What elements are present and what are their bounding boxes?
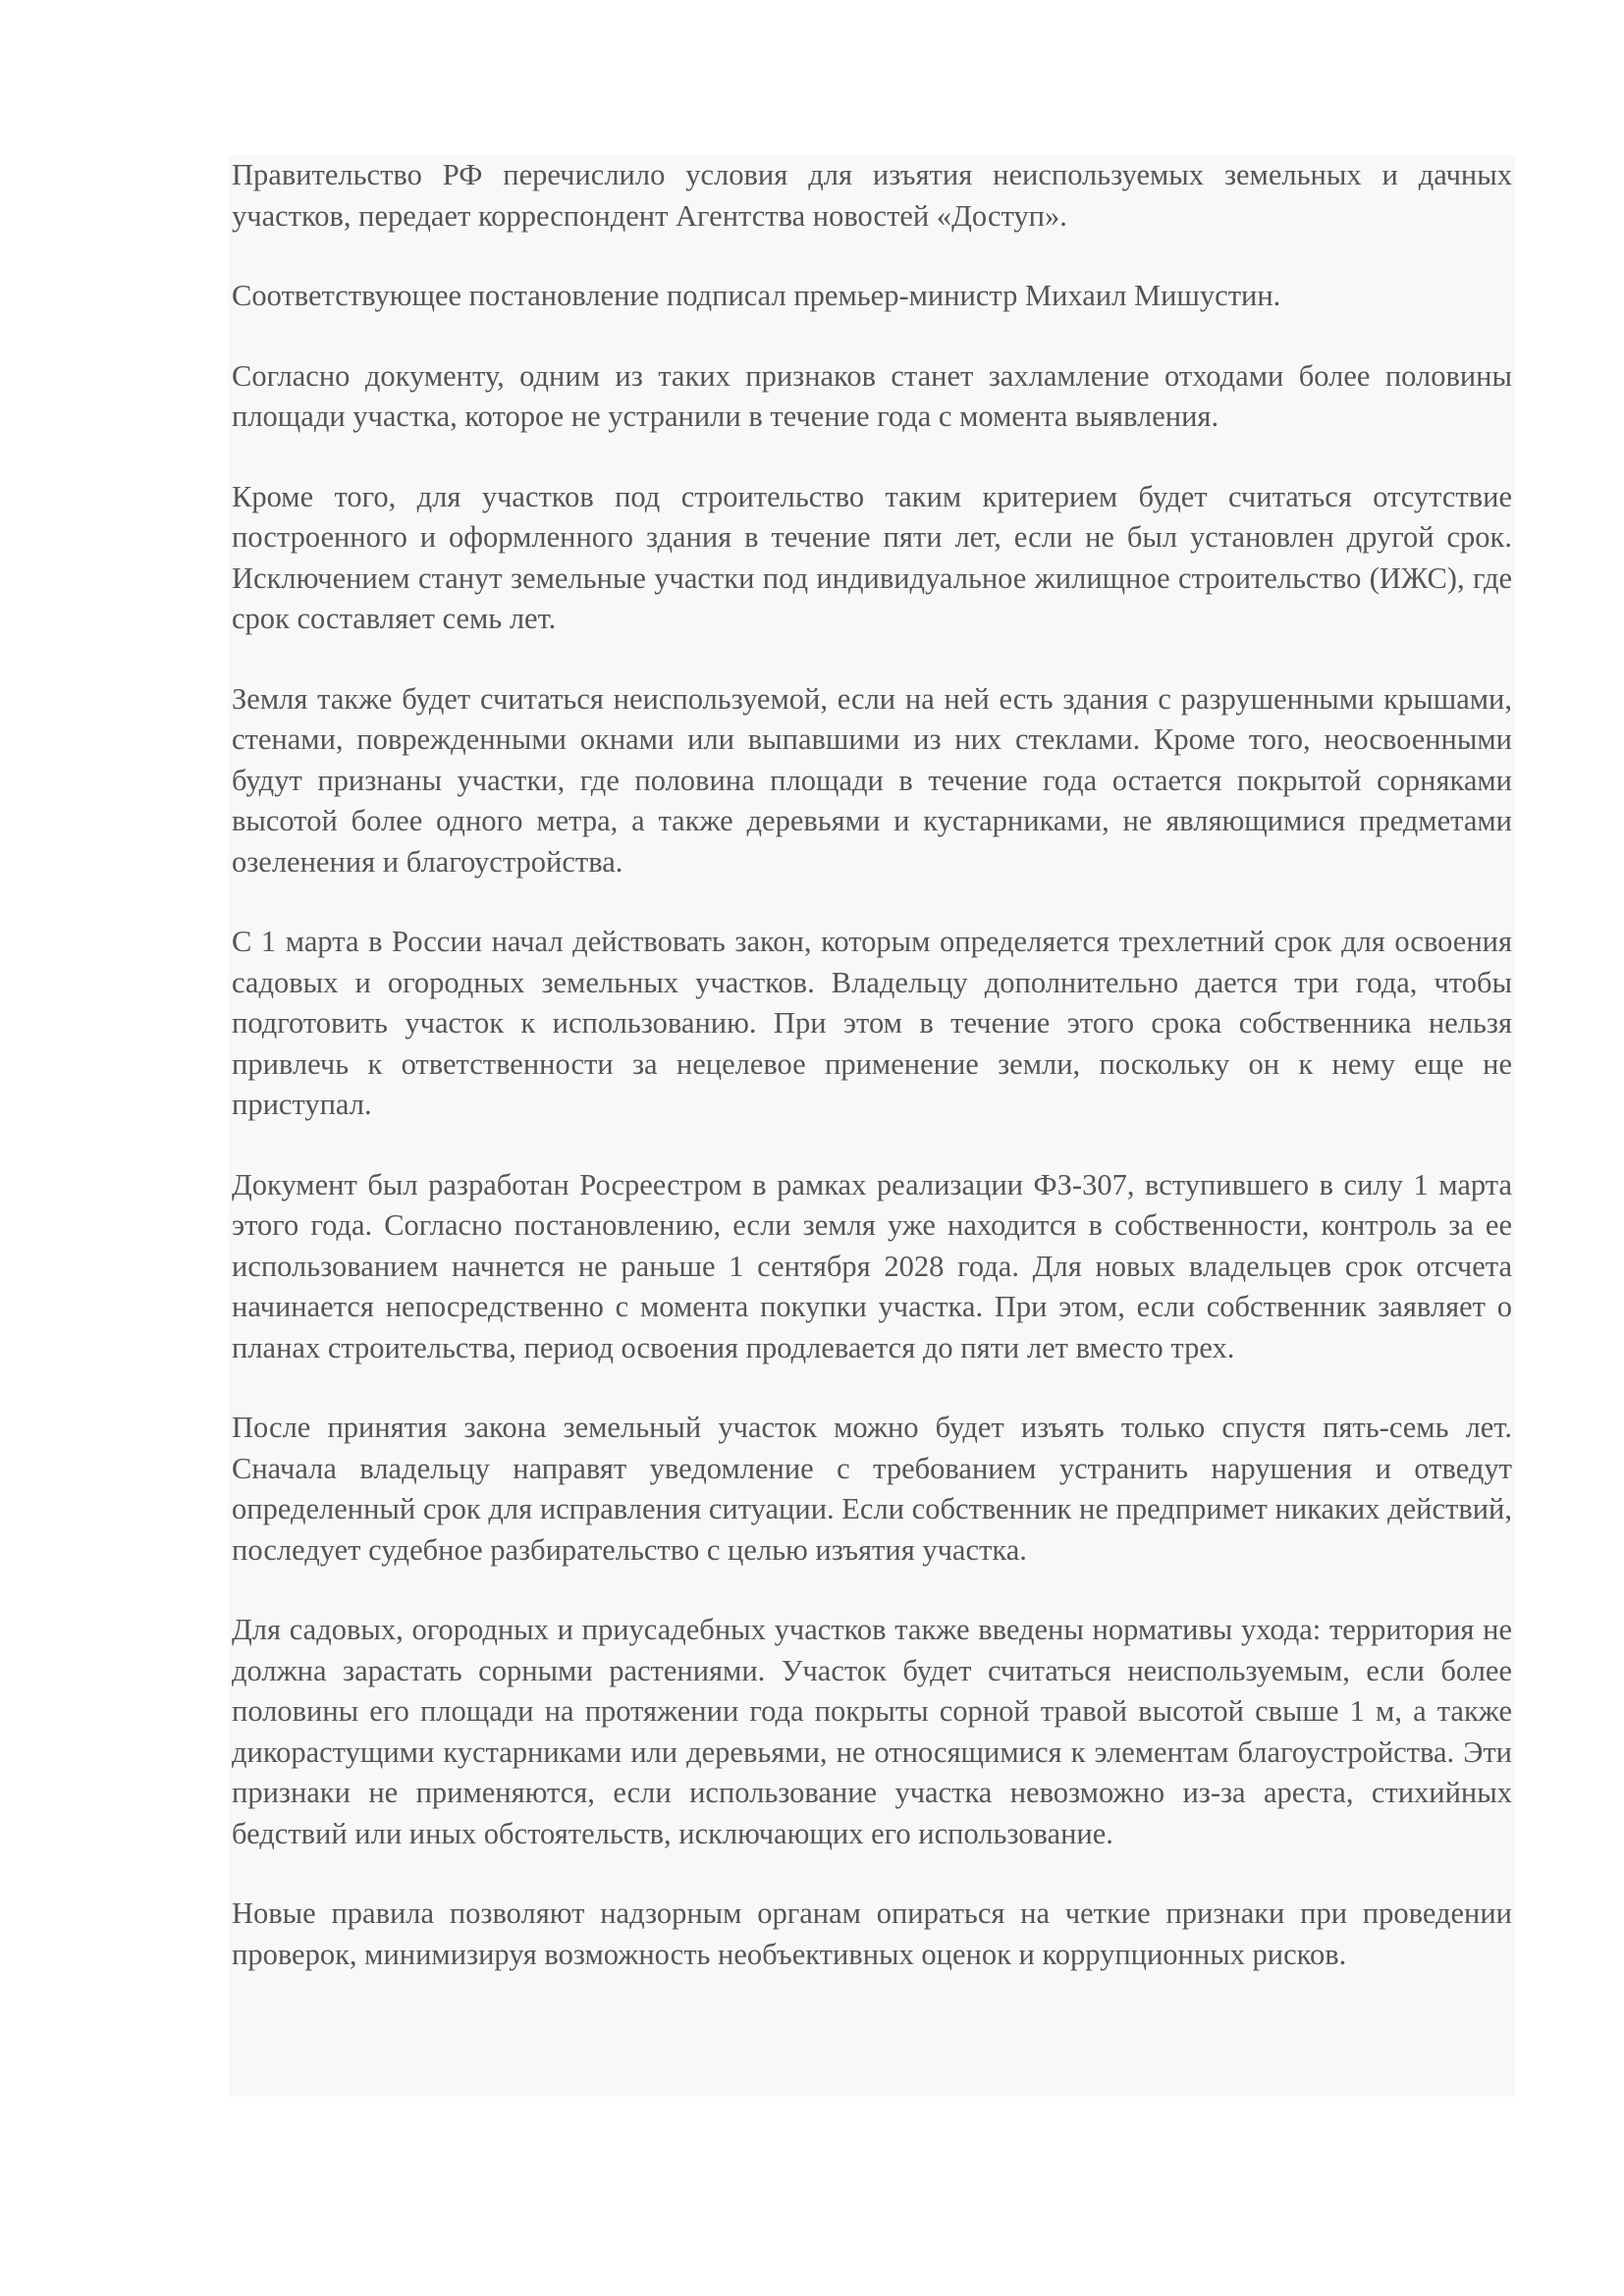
paragraph-intro: Правительство РФ перечислило условия для изъятия неиспользуемых земельных и дачных участков, передает корреспондент Агентства новостей «Доступ».	[232, 158, 1512, 233]
paragraph-care-standards: Для садовых, огородных и приусадебных участков также введены нормативы ухода: территория не должна зарастать сорными растениями. Участок будет считаться неиспользуемым, если более половины его площади на протяжении года покрыты сорной травой высотой свыше 1 м, а также дикорастущими кустарниками или деревьями, не относящимися к элементам благоустройства. Эти признаки не применяются, если использование участка невозможно из-за ареста, стихийных бедствий или иных обстоятельств, исключающих его использование.	[232, 1613, 1512, 1850]
paragraph-conclusion: Новые правила позволяют надзорным органам опираться на четкие признаки при проведении проверок, минимизируя возможность необъективных оценок и коррупционных рисков.	[232, 1896, 1512, 1971]
paragraph-construction-criterion: Кроме того, для участков под строительство таким критерием будет считаться отсутствие построенного и оформленного здания в течение пяти лет, если не был установлен другой срок. Исключением станут земельные участки под индивидуальное жилищное строительство (ИЖС), где срок составляет семь лет.	[232, 479, 1512, 635]
paragraph-seizure-procedure: После принятия закона земельный участок можно будет изъять только спустя пять-семь лет. Сначала владельцу направят уведомление с требованием устранить нарушения и отведут определенный срок для исправления ситуации. Если собственник не предпримет никаких действий, последует судебное разбирательство с целью изъятия участка.	[232, 1411, 1512, 1567]
paragraph-law-march: С 1 марта в России начал действовать закон, которым определяется трехлетний срок для освоения садовых и огородных земельных участков. Владельцу дополнительно дается три года, чтобы подготовить участок к использованию. При этом в течение этого срока собственника нельзя привлечь к ответственности за нецелевое применение земли, поскольку он к нему еще не приступал.	[232, 925, 1512, 1121]
article-text-block	[229, 155, 1515, 2097]
paragraph-waste-criterion: Согласно документу, одним из таких признаков станет захламление отходами более половины площади участка, которое не устранили в течение года с момента выявления.	[232, 358, 1512, 433]
paragraph-buildings-weeds: Земля также будет считаться неиспользуемой, если на ней есть здания с разрушенными крышами, стенами, поврежденными окнами или выпавшими из них стеклами. Кроме того, неосвоенными будут признаны участки, где половина площади в течение года остается покрытой сорняками высотой более одного метра, а также деревьями и кустарниками, не являющимися предметами озеленения и благоустройства.	[232, 681, 1512, 879]
paragraph-rosreestr: Документ был разработан Росреестром в рамках реализации ФЗ-307, вступившего в силу 1 марта этого года. Согласно постановлению, если земля уже находится в собственности, контроль за ее использованием начнется не раньше 1 сентября 2028 года. Для новых владельцев срок отсчета начинается непосредственно с момента покупки участка. При этом, если собственник заявляет о планах строительства, период освоения продлевается до пяти лет вместо трех.	[232, 1167, 1512, 1364]
paragraph-signing: Соответствующее постановление подписал премьер-министр Михаил Мишустин.	[232, 279, 1281, 312]
